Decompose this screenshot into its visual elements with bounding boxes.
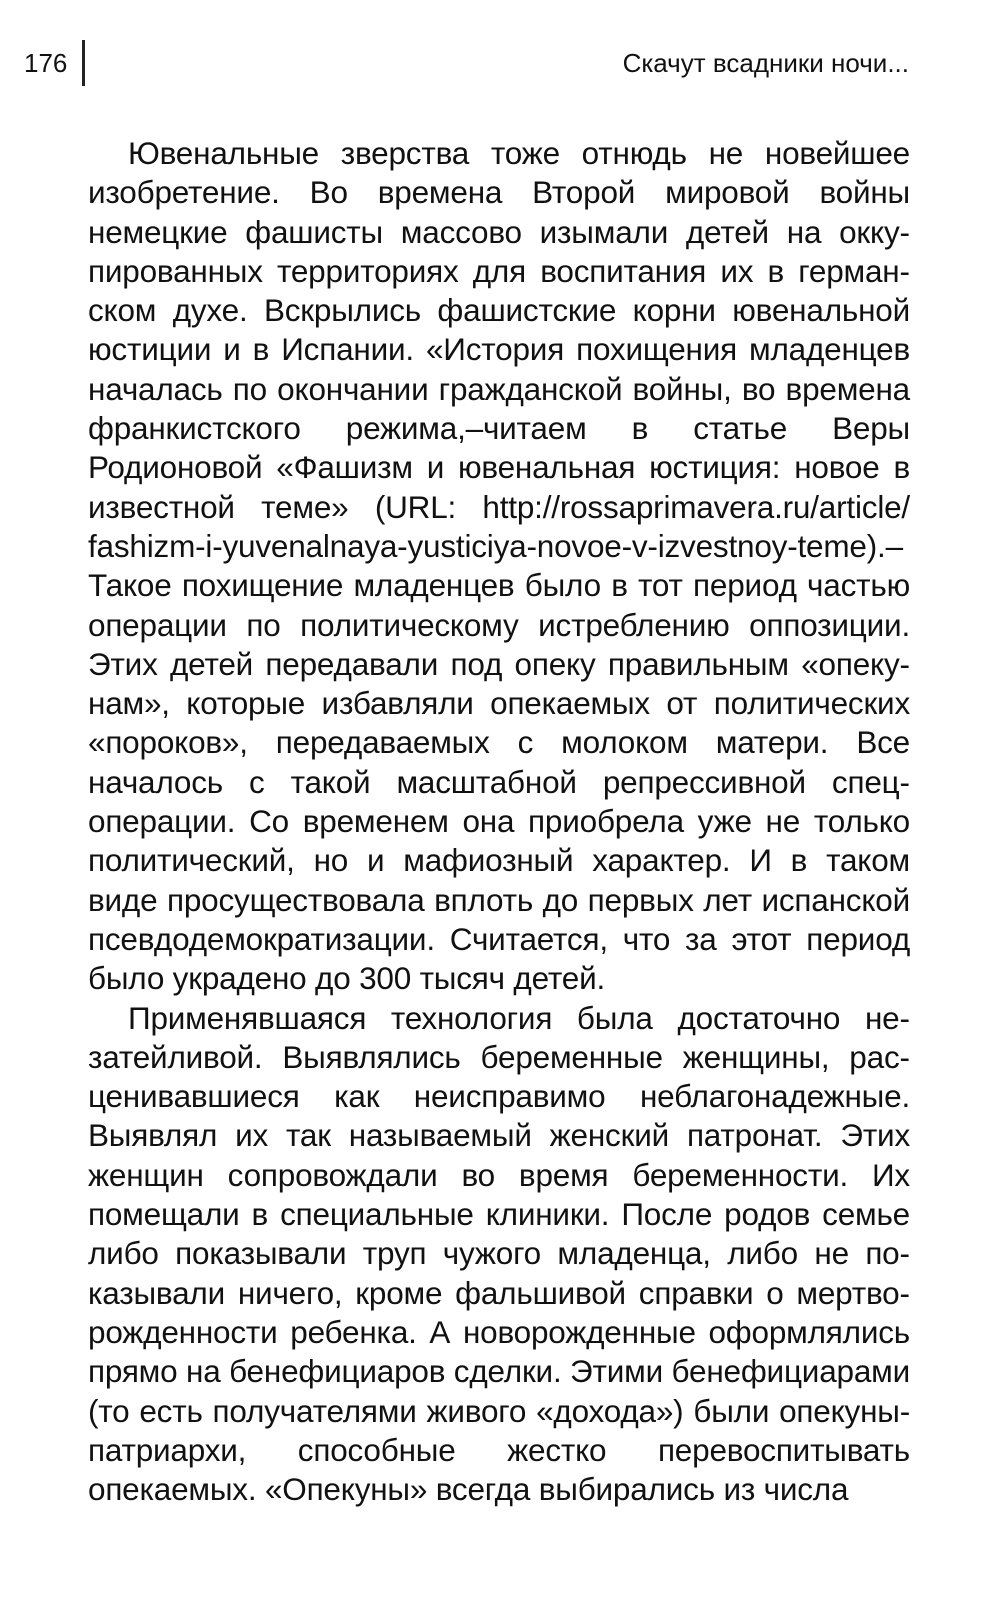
header-divider xyxy=(82,40,85,86)
page-number: 176 xyxy=(24,48,68,78)
body-text xyxy=(88,134,910,1509)
paragraph: Применявшаяся технология была достаточно незатейливой. Выявлялись беременные женщины, расценивавшиеся как неисправимо неблагонадежные. Выявлял их так называемый женский патронат. Этих женщин сопровождали во время беременности. Их помещали в специальные клиники. После родов семье либо показывали труп чужого младенца, либо не показывали ничего, кроме фальшивой справки о мертворожденности ребенка. А новорожденные оформлялись прямо на бенефициаров сделки. Этими бенефициарами (то есть получателями живого «дохода») были опекуны-патриархи, способные жестко перевоспитывать опекаемых. «Опекуны» всегда выбирались из числа xyxy=(88,999,910,1508)
paragraph: Ювенальные зверства тоже отнюдь не новейшее изобретение. Во времена Второй мировой войны немецкие фашисты массово изымали детей на оккупированных территориях для воспитания их в германском духе. Вскрылись фашистские корни ювенальной юстиции и в Испании. «История похищения младенцев началась по окончании гражданской войны, во времена франкистского режима,–читаем в статье Веры Родионовой «Фашизм и ювенальная юстиция: новое в известной теме» (URL: http://rossaprimavera.ru/article/ fashizm-i-yuvenalnaya-yusticiya-novoe-v-izvestnoy-teme).– Такое похищение младенцев было в тот период частью операции по политическому истреблению оппозиции. Этих детей передавали под опеку правильным «опекунам», которые избавляли опекаемых от политических «пороков», передаваемых с молоком матери. Все началось с такой масштабной репрессивной спецоперации. Со временем она приобрела уже не только политический, но и мафиозный характер. И в таком виде просуществовала вплоть до первых лет испанской псевдодемократизации. Считается, что за этот период было украдено до 300 тысяч детей. xyxy=(88,135,910,997)
running-title: Скачут всадники ночи... xyxy=(622,48,909,78)
page-header xyxy=(24,40,909,84)
